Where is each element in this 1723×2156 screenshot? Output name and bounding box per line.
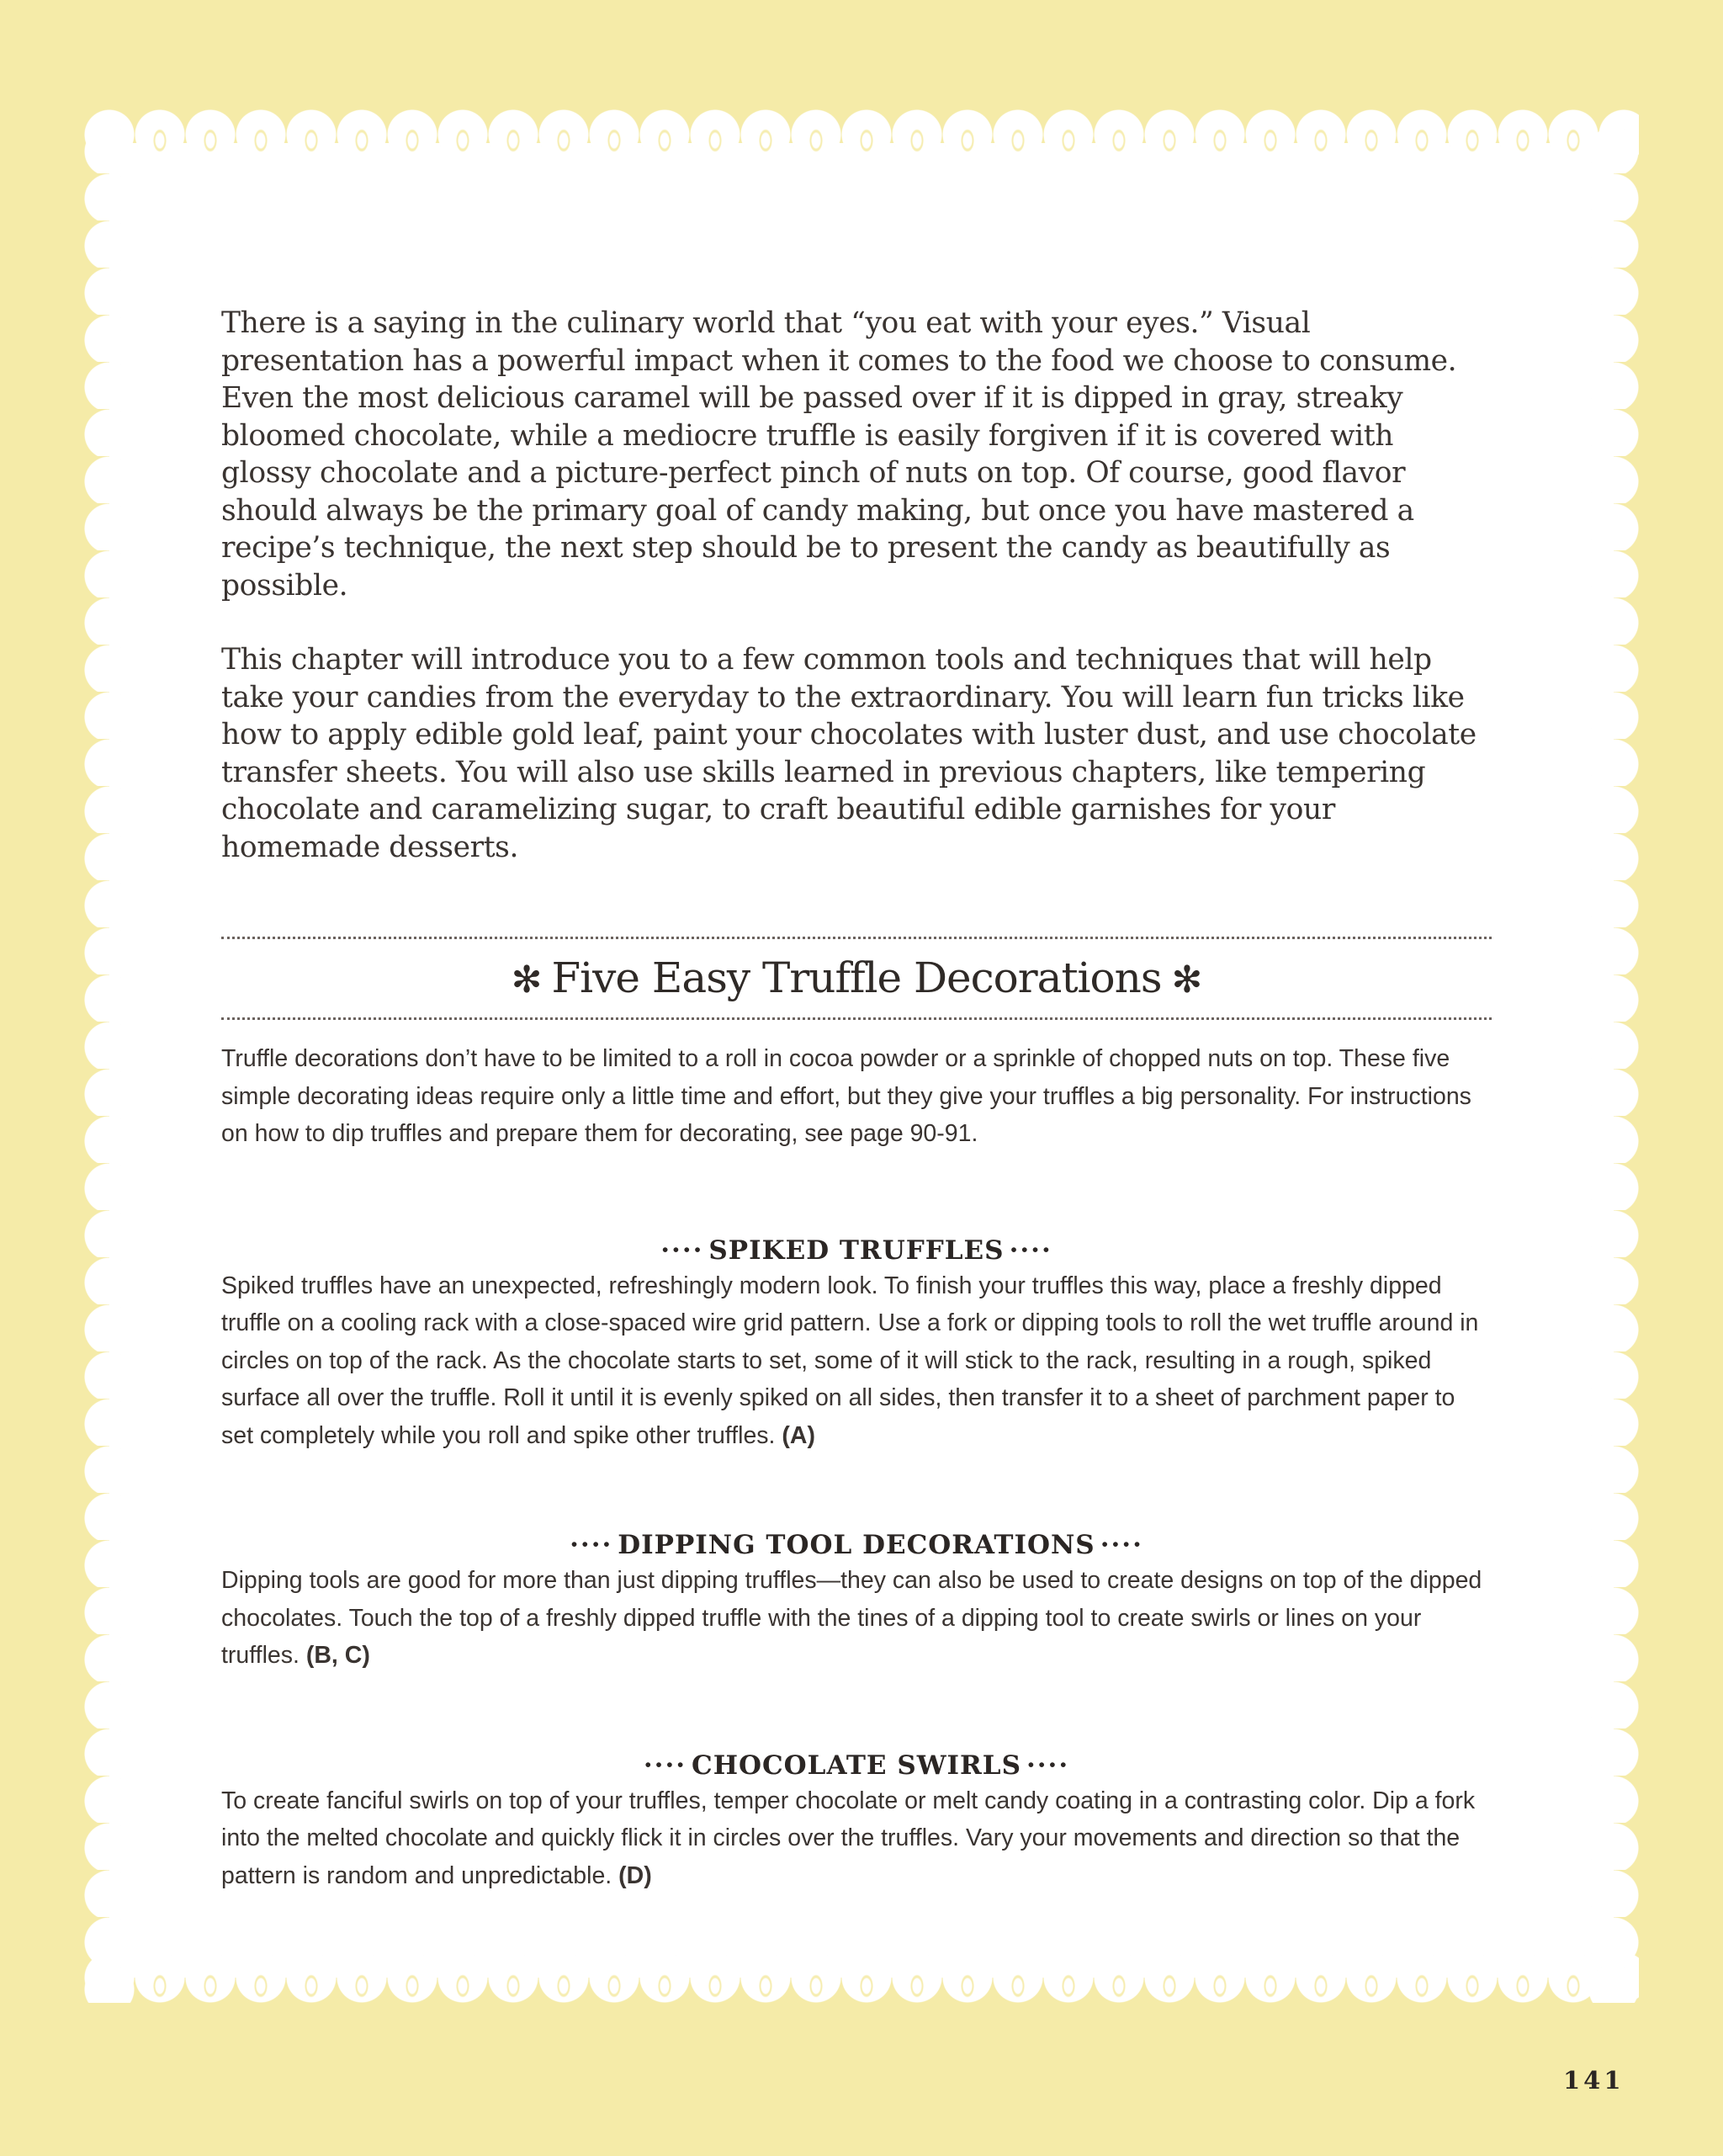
dots-left: ···· — [660, 1235, 704, 1266]
spiked-truffles-text — [221, 1267, 1492, 1455]
body-text: To create fanciful swirls on top of your truffles, temper chocolate or melt candy coating in a contrasting color. Dip a fork into the melted chocolate and quickly flick it in circles over the truffles. Vary your movements and direction so that the pattern is random and unpredictable. — [221, 1787, 1476, 1889]
subheading-dipping-tool-decorations — [221, 1528, 1492, 1562]
dipping-tool-text — [221, 1562, 1492, 1675]
subheading-text: CHOCOLATE SWIRLS — [692, 1750, 1021, 1781]
dots-right: ···· — [1100, 1530, 1143, 1560]
decorative-loops-bottom — [135, 1973, 1590, 1999]
dots-right: ···· — [1009, 1235, 1052, 1266]
figure-reference: (D) — [618, 1861, 652, 1889]
page-content — [221, 305, 1492, 1894]
chocolate-swirls-text — [221, 1782, 1492, 1895]
subheading-text: DIPPING TOOL DECORATIONS — [618, 1530, 1095, 1560]
intro — [221, 305, 1492, 866]
scalloped-border-right — [1588, 126, 1639, 2003]
scalloped-border-left — [84, 126, 135, 2003]
subheading-spiked-truffles — [221, 1234, 1492, 1267]
asterisk-icon-right: ✻ — [1171, 959, 1202, 1001]
subheading-chocolate-swirls — [221, 1749, 1492, 1782]
intro-paragraph-1: There is a saying in the culinary world that “you eat with your eyes.” Visual presentation has a powerful impact when it comes to the food we choose to consume. Even the most delicious caramel will be passed over if it is dipped in gray, streaky bloomed chocolate, while a mediocre truffle is easily forgiven if it is covered with glossy chocolate and a picture-perfect pinch of nuts on top. Of course, good flavor should always be the primary goal of candy making, but once you have mastered a recipe’s technique, the next step should be to present the candy as beautifully as possible. — [221, 306, 1457, 603]
section-title — [221, 944, 1492, 1014]
dotted-rule-bottom — [221, 1017, 1492, 1020]
dots-left: ···· — [643, 1750, 687, 1781]
body-text: Spiked truffles have an unexpected, refreshingly modern look. To finish your truffles this way, place a freshly dipped truffle on a cooling rack with a close-spaced wire grid pattern. Use a fork or dipping tools to roll the wet truffle around in circles on top of the rack. As the chocolate starts to set, some of it will stick to the rack, resulting in a rough, spiked surface all over the truffle. Roll it until it is evenly spiked on all sides, then transfer it to a sheet of parchment paper to set completely while you roll and spike other truffles. — [221, 1272, 1479, 1449]
section-lede: Truffle decorations don’t have to be limited to a roll in cocoa powder or a sprinkle of chopped nuts on top. These five simple decorating ideas require only a little time and effort, but they give your truffles a big personality. For instructions on how to dip truffles and prepare them for decorating, see page 90-91. — [221, 1045, 1471, 1147]
dotted-rule-top — [221, 937, 1492, 939]
subheading-text: SPIKED TRUFFLES — [708, 1235, 1005, 1266]
dots-left: ···· — [570, 1530, 613, 1560]
decorative-loops-top — [135, 128, 1590, 153]
intro-paragraph-2: This chapter will introduce you to a few common tools and techniques that will help take your candies from the everyday to the extraordinary. You will learn fun tricks like how to apply edible gold leaf, paint your chocolates with luster dust, and use chocolate transfer sheets. You will also use skills learned in previous chapters, like tempering chocolate and caramelizing sugar, to craft beautiful edible garnishes for your homemade desserts. — [221, 643, 1476, 864]
figure-reference: (A) — [782, 1421, 815, 1449]
dots-right: ···· — [1026, 1750, 1070, 1781]
body-text: Dipping tools are good for more than just dipping truffles—they can also be used to create designs on top of the dipped chocolates. Touch the top of a freshly dipped truffle with the tines of a dipping tool to create swirls or lines on your truffles. — [221, 1567, 1482, 1669]
asterisk-icon-left: ✻ — [511, 959, 542, 1001]
page-number: 141 — [1563, 2066, 1625, 2095]
section-title-text: Five Easy Truffle Decorations — [551, 953, 1162, 1002]
figure-reference: (B, C) — [305, 1642, 370, 1669]
